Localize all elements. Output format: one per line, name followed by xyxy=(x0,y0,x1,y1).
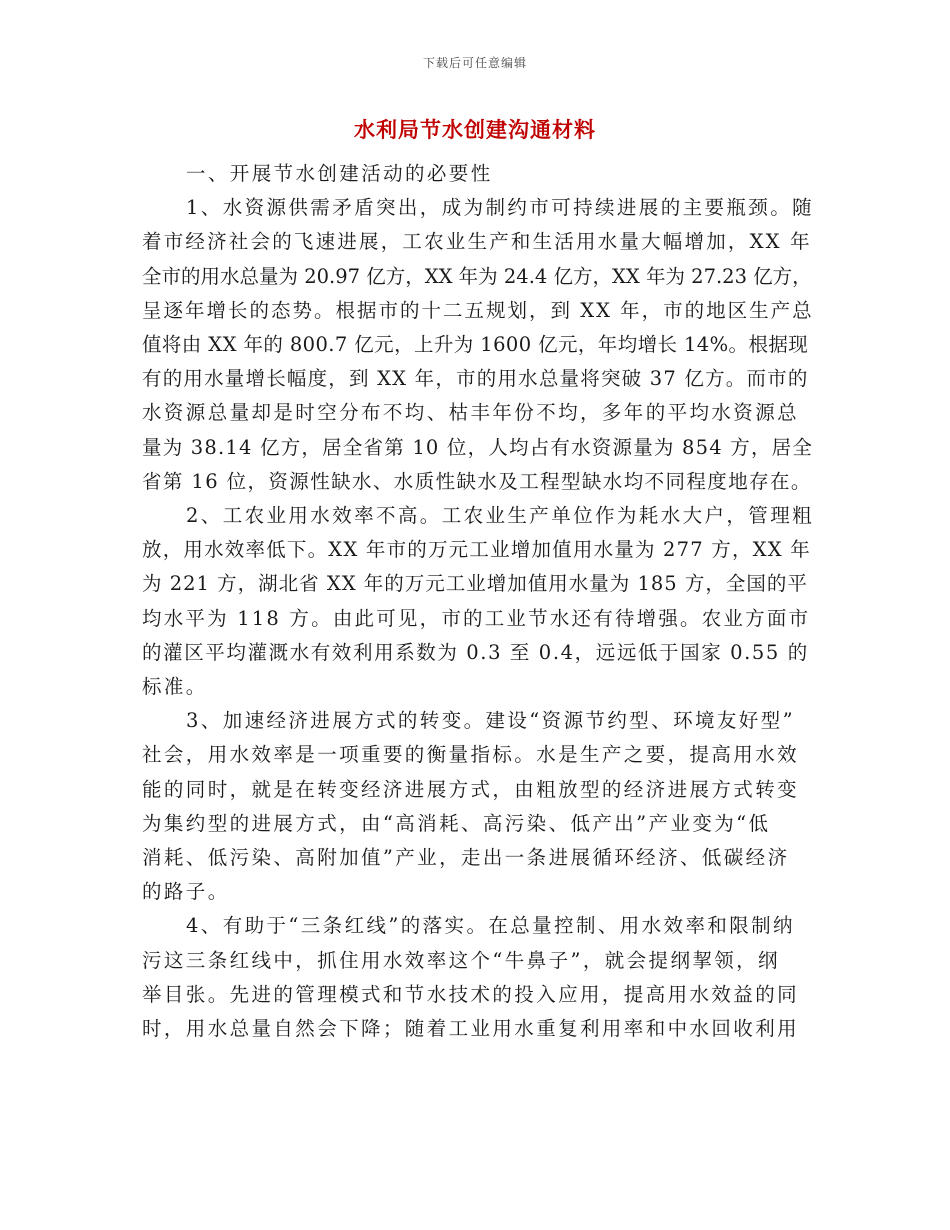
text-line: 2、工农业用水效率不高。工农业生产单位作为耗水大户，管理粗 xyxy=(186,504,815,528)
text-line: 有的用水量增长幅度，到 XX 年，市的用水总量将突破 37 亿方。而市的 xyxy=(142,367,809,391)
text-line: 3、加速经济进展方式的转变。建设“资源节约型、环境友好型” xyxy=(186,709,795,733)
paragraph-4 xyxy=(142,909,814,1046)
text-line: 社会，用水效率是一项重要的衡量指标。水是生产之要，提高用水效 xyxy=(142,743,800,767)
text-line: 时，用水总量自然会下降；随着工业用水重复利用率和中水回收利用 xyxy=(142,1017,800,1041)
text-line: 量为 38.14 亿方，居全省第 10 位，人均占有水资源量为 854 方，居全 xyxy=(142,435,814,459)
text-line: 能的同时，就是在转变经济进展方式，由粗放型的经济进展方式转变 xyxy=(142,777,800,801)
page-header-note: 下载后可任意编辑 xyxy=(422,56,527,70)
text-line: 均水平为 118 方。由此可见，市的工业节水还有待增强。农业方面市 xyxy=(142,606,811,630)
text-line: 呈逐年增长的态势。根据市的十二五规划，到 XX 年，市的地区生产总 xyxy=(142,298,814,322)
section-heading xyxy=(142,157,814,191)
text-line: 举目张。先进的管理模式和节水技术的投入应用，提高用水效益的同 xyxy=(142,982,800,1006)
text-line: 消耗、低污染、高附加值”产业，走出一条进展循环经济、低碳经济 xyxy=(142,846,790,870)
text-line: 的灌区平均灌溉水有效利用系数为 0.3 至 0.4，远远低于国家 0.55 的 xyxy=(142,640,809,664)
document-body xyxy=(142,157,814,1046)
text-line: 污这三条红线中，抓住用水效率这个“牛鼻子”，就会提纲挈领，纲 xyxy=(142,948,780,972)
text-line: 全市的用水总量为 20.97 亿方，XX 年为 24.4 亿方，XX 年为 27.23 亿方， xyxy=(142,264,812,288)
text-line: 为集约型的进展方式，由“高消耗、高污染、低产出”产业变为“低 xyxy=(142,811,771,835)
text-line: 标准。 xyxy=(142,675,208,699)
text-line: 省第 16 位，资源性缺水、水质性缺水及工程型缺水均不同程度地存在。 xyxy=(142,469,812,493)
text-line: 放，用水效率低下。XX 年市的万元工业增加值用水量为 277 方，XX 年 xyxy=(142,538,811,562)
text-line: 值将由 XX 年的 800.7 亿元，上升为 1600 亿元，年均增长 14%。根据现 xyxy=(142,333,809,357)
text-line: 1、水资源供需矛盾突出，成为制约市可持续进展的主要瓶颈。随 xyxy=(186,196,815,220)
text-line: 一、开展节水创建活动的必要性 xyxy=(186,162,493,185)
document-title: 水利局节水创建沟通材料 xyxy=(354,117,596,142)
text-line: 4、有助于“三条红线”的落实。在总量控制、用水效率和限制纳 xyxy=(186,914,795,938)
paragraph-2 xyxy=(142,499,814,704)
text-line: 水资源总量却是时空分布不均、枯丰年份不均，多年的平均水资源总 xyxy=(142,401,800,425)
text-line: 的路子。 xyxy=(142,880,230,904)
paragraph-1 xyxy=(142,191,814,499)
text-line: 为 221 方，湖北省 XX 年的万元工业增加值用水量为 185 方，全国的平 xyxy=(142,572,808,596)
text-line: 着市经济社会的飞速进展，工农业生产和生活用水量大幅增加，XX 年 xyxy=(142,230,812,254)
paragraph-3 xyxy=(142,704,814,909)
